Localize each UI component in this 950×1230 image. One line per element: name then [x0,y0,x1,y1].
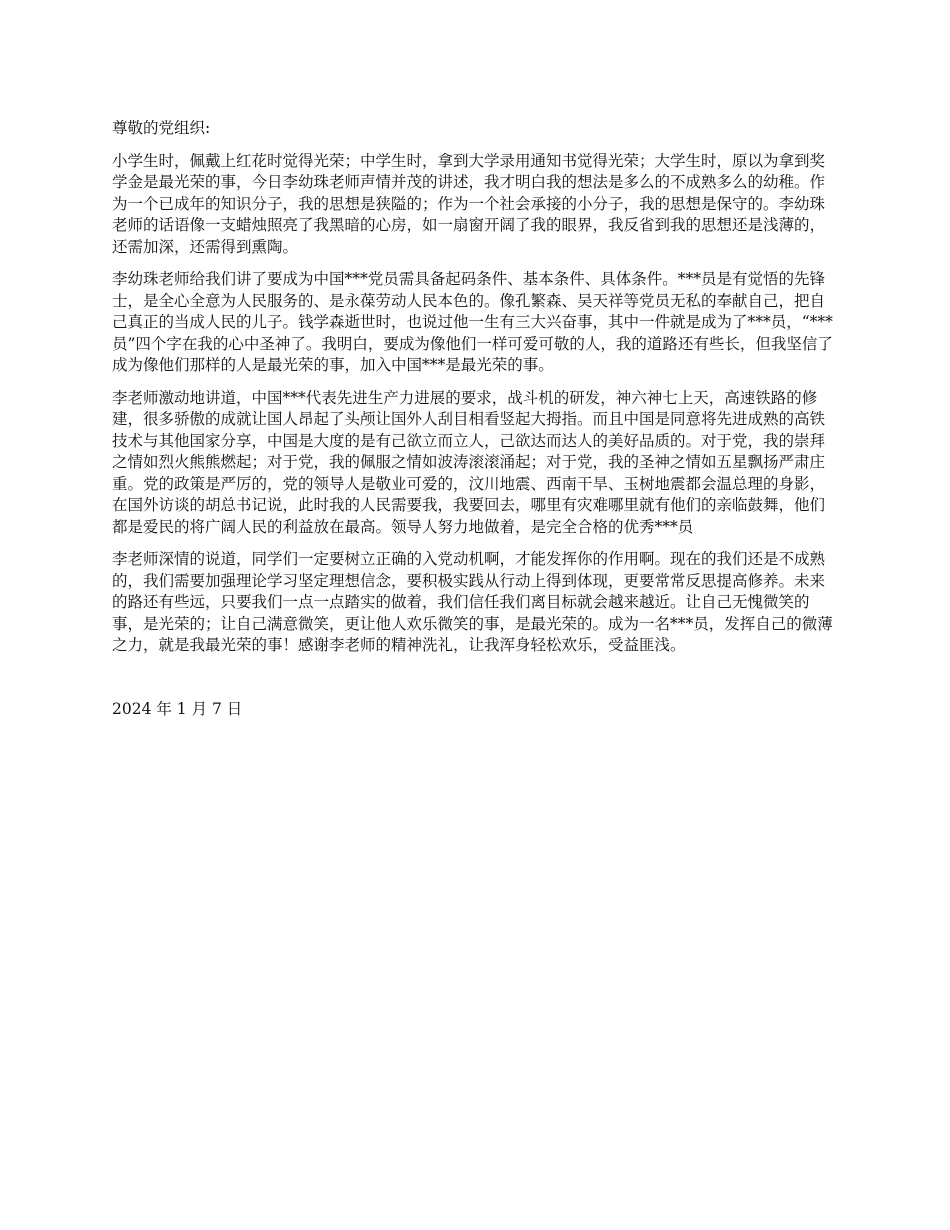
salutation: 尊敬的党组织: [112,119,211,137]
paragraph-4: 李老师深情的说道，同学们一定要树立正确的入党动机啊，才能发挥你的作用啊。现在的我们还是不成熟的，我们需要加强理论学习坚定理想信念，要积极实践从行动上得到体现，更要常常反思提高修养。未来的路还有些远，只要我们一点一点踏实的做着，我们信任我们离目标就会越来越近。让自己无愧微笑的事，是光荣的；让自己满意微笑，更让他人欢乐微笑的事，是最光荣的。成为一名***员，发挥自己的微薄之力，就是我最光荣的事！感谢李老师的精神洗礼，让我浑身轻松欢乐，受益匪浅。 [112,550,833,654]
paragraph-1: 小学生时，佩戴上红花时觉得光荣；中学生时，拿到大学录用通知书觉得光荣；大学生时，原以为拿到奖学金是最光荣的事，今日李幼珠老师声情并茂的讲述，我才明白我的想法是多么的不成熟多么的幼稚。作为一个已成年的知识分子，我的思想是狭隘的；作为一个社会承接的小分子，我的思想是保守的。李幼珠老师的话语像一支蜡烛照亮了我黑暗的心房，如一扇窗开阔了我的眼界，我反省到我的思想还是浅薄的，还需加深，还需得到熏陶。 [112,151,826,256]
paragraph-2: 李幼珠老师给我们讲了要成为中国***党员需具备起码条件、基本条件、具体条件。***员是有觉悟的先锋士，是全心全意为人民服务的、是永葆劳动人民本色的。像孔繁森、吴天祥等党员无私的奉献自己，把自己真正的当成人民的儿子。钱学森逝世时，也说过他一生有三大兴奋事，其中一件就是成为了***员，“***员”四个字在我的心中圣神了。我明白，要成为像他们一样可爱可敬的人，我的道路还有些长，但我坚信了成为像他们那样的人是最光荣的事，加入中国***是最光荣的事。 [112,270,833,374]
letter-date: 2024 年 1 月 7 日 [112,699,243,718]
paragraph-3: 李老师激动地讲道，中国***代表先进生产力进展的要求，战斗机的研发，神六神七上天，高速铁路的修建，很多骄傲的成就让国人昂起了头颅让国外人刮目相看竖起大拇指。而且中国是同意将先进成熟的高铁技术与其他国家分享，中国是大度的是有己欲立而立人，己欲达而达人的美好品质的。对于党，我的崇拜之情如烈火熊熊燃起；对于党，我的佩服之情如波涛滚滚涌起；对于党，我的圣神之情如五星飘扬严肃庄重。党的政策是严厉的，党的领导人是敬业可爱的，汶川地震、西南干旱、玉树地震都会温总理的身影，在国外访谈的胡总书记说，此时我的人民需要我，我要回去，哪里有灾难哪里就有他们的亲临鼓舞，他们都是爱民的将广阔人民的利益放在最高。领导人努力地做着，是完全合格的优秀***员 [112,388,826,536]
letter-document [112,118,840,720]
